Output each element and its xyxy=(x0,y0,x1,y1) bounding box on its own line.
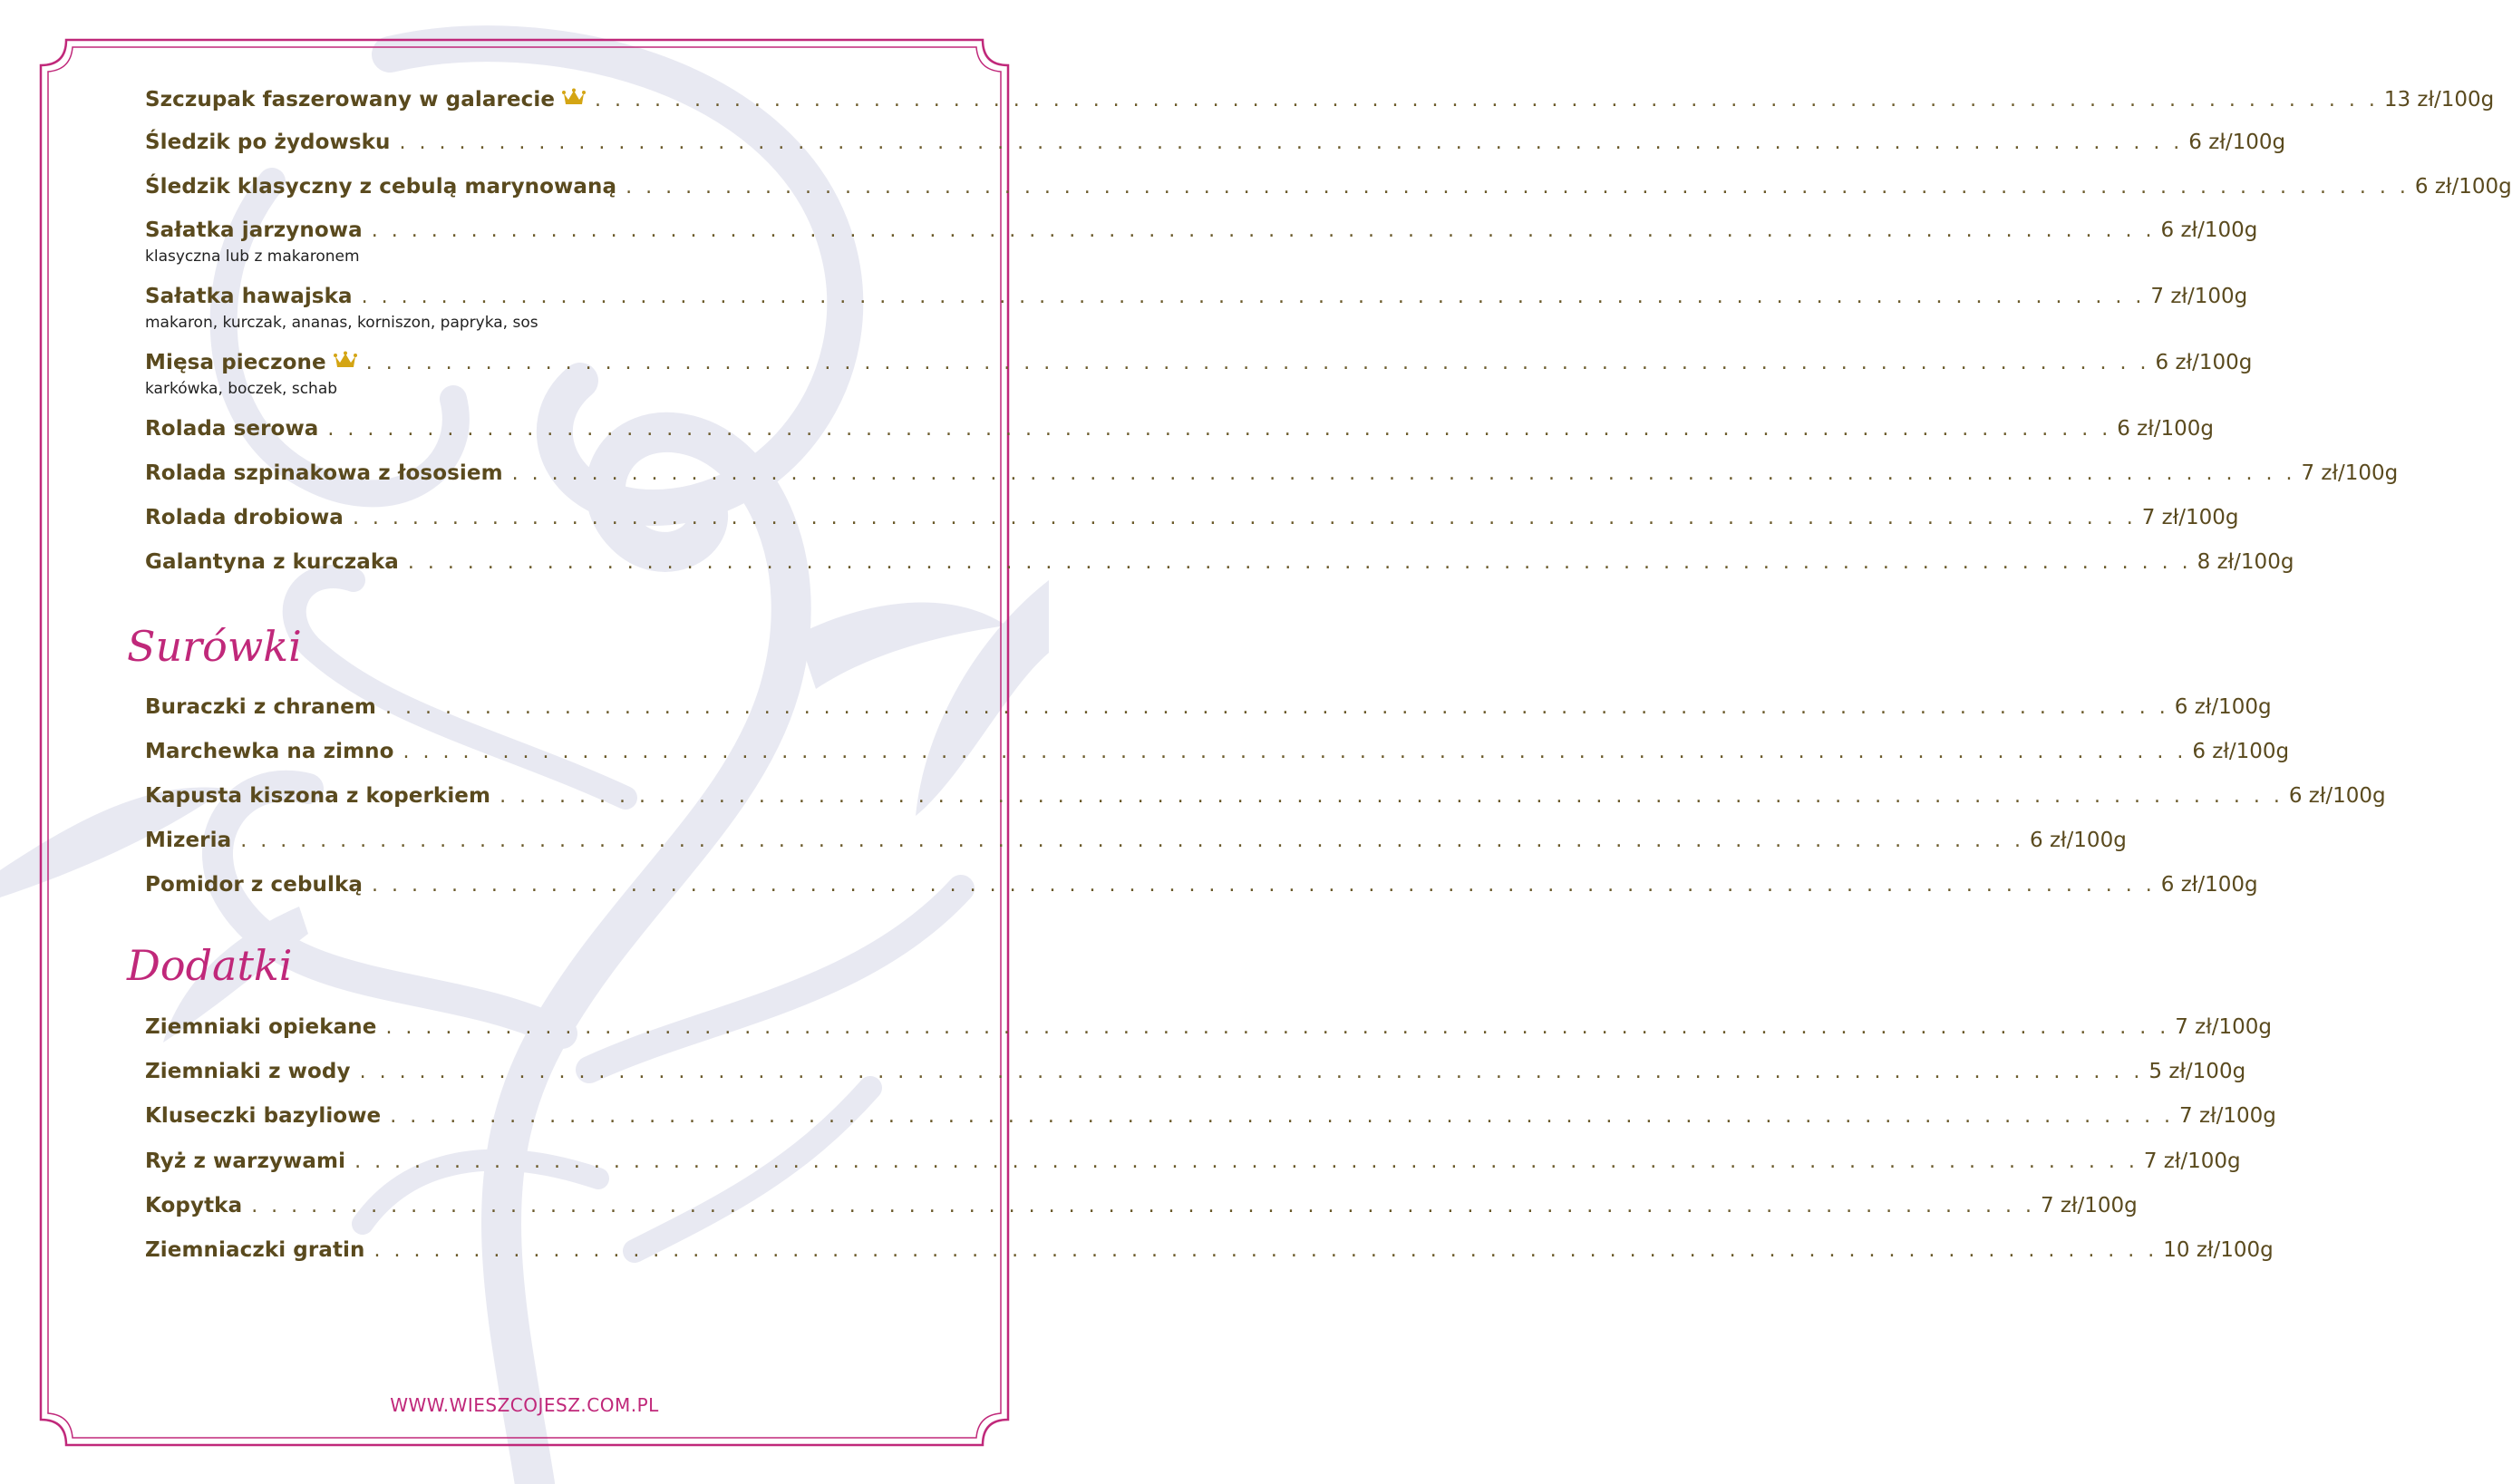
menu-item xyxy=(145,88,2495,119)
menu-item xyxy=(145,218,2258,266)
menu-item-name: Ziemniaki opiekane xyxy=(145,1015,377,1039)
menu-item xyxy=(145,285,2248,332)
dot-leader: . . . . . . . . . . . . . . . . . . . . . . . . . . . . . . . . . . . . . . . . . . . . . . . . . . . . . . . . . . . . . . . . . . . . . . . . . . . . . . . . . . . . . . . . . . xyxy=(372,874,2156,897)
menu-item-line xyxy=(145,351,2253,382)
menu-item-name: Marchewka na zimno xyxy=(145,740,394,763)
menu-item-price: 8 zł/100g xyxy=(2197,550,2294,574)
website-link[interactable]: WWW.WIESZCOJESZ.COM.PL xyxy=(390,1394,659,1416)
menu-item-name: Ryż z warzywami xyxy=(145,1149,346,1173)
menu-item-line xyxy=(145,461,2399,492)
menu-item-price: 6 zł/100g xyxy=(2160,218,2258,242)
dot-leader: . . . . . . . . . . . . . . . . . . . . . . . . . . . . . . . . . . . . . . . . . . . . . . . . . . . . . . . . . . . . . . . . . . . . . . . . . . . . . . . . . . . . . . . . . . xyxy=(407,551,2192,574)
dot-leader: . . . . . . . . . . . . . . . . . . . . . . . . . . . . . . . . . . . . . . . . . . . . . . . . . . . . . . . . . . . . . . . . . . . . . . . . . . . . . . . . . . . . . . . . . . xyxy=(385,1016,2170,1039)
menu-item-line xyxy=(145,829,2127,859)
menu-item-line xyxy=(145,285,2248,315)
menu-item-price: 5 zł/100g xyxy=(2148,1060,2246,1083)
menu-item-name: Mięsa pieczone xyxy=(145,351,326,374)
menu-item-price: 6 zł/100g xyxy=(2155,351,2253,374)
dot-leader: . . . . . . . . . . . . . . . . . . . . . . . . . . . . . . . . . . . . . . . . . . . . . . . . . . . . . . . . . . . . . . . . . . . . . . . . . . . . . . . . . . . . . . . . . . xyxy=(240,829,2024,852)
dot-leader: . . . . . . . . . . . . . . . . . . . . . . . . . . . . . . . . . . . . . . . . . . . . . . . . . . . . . . . . . . . . . . . . . . . . . . . . . . . . . . . . . . . . . . . . . . xyxy=(251,1195,2035,1217)
menu-item-price: 6 zł/100g xyxy=(2174,695,2272,719)
menu-item-line xyxy=(145,506,2239,537)
menu-item-line xyxy=(145,1104,2276,1135)
menu-item xyxy=(145,351,2253,398)
menu-item-line xyxy=(145,1149,2241,1180)
menu-item-price: 6 zł/100g xyxy=(2192,740,2290,763)
menu-item-line xyxy=(145,1238,2274,1269)
menu-item-name: Pomidor z cebulką xyxy=(145,873,363,897)
menu-item-name: Rolada szpinakowa z łososiem xyxy=(145,461,503,485)
menu-item-line xyxy=(145,550,2294,581)
menu-item-price: 7 zł/100g xyxy=(2179,1104,2276,1128)
menu-item-line xyxy=(145,175,2512,206)
menu-item-name: Sałatka jarzynowa xyxy=(145,218,363,242)
dot-leader: . . . . . . . . . . . . . . . . . . . . . . . . . . . . . . . . . . . . . . . . . . . . . . . . . . . . . . . . . . . . . . . . . . . . . . . . . . . . . . . . . . . . . . . . . . xyxy=(403,741,2187,763)
menu-item-price: 6 zł/100g xyxy=(2160,873,2258,897)
menu-item-line xyxy=(145,784,2386,815)
menu-item-name: Kopytka xyxy=(145,1194,243,1217)
menu-item xyxy=(145,740,2290,771)
crown-icon xyxy=(334,351,357,369)
menu-item-line xyxy=(145,740,2290,771)
menu-item xyxy=(145,1060,2246,1091)
dot-leader: . . . . . . . . . . . . . . . . . . . . . . . . . . . . . . . . . . . . . . . . . . . . . . . . . . . . . . . . . . . . . . . . . . . . . . . . . . . . . . . . . . . . . . . . . . xyxy=(511,462,2296,485)
menu-item-name: Kapusta kiszona z koperkiem xyxy=(145,784,491,808)
menu-item xyxy=(145,131,2286,161)
menu-item-name: Śledzik klasyczny z cebulą marynowaną xyxy=(145,175,617,199)
menu-item-name: Ziemniaki z wody xyxy=(145,1060,351,1083)
menu-item-price: 6 zł/100g xyxy=(2030,829,2127,852)
section-title-surowki: Surówki xyxy=(127,622,302,671)
menu-item-line xyxy=(145,417,2215,448)
dot-leader: . . . . . . . . . . . . . . . . . . . . . . . . . . . . . . . . . . . . . . . . . . . . . . . . . . . . . . . . . . . . . . . . . . . . . . . . . . . . . . . . . . . . . . . . . . xyxy=(499,785,2284,808)
menu-item xyxy=(145,1238,2274,1269)
menu-item-line xyxy=(145,1194,2138,1225)
menu-item-price: 6 zł/100g xyxy=(2117,417,2215,441)
menu-item xyxy=(145,1194,2138,1225)
menu-item xyxy=(145,873,2258,904)
section-title-dodatki: Dodatki xyxy=(127,941,293,990)
menu-item-description: klasyczna lub z makaronem xyxy=(145,247,360,266)
menu-item-price: 13 zł/100g xyxy=(2383,88,2495,112)
menu-item-description: makaron, kurczak, ananas, korniszon, papryka, sos xyxy=(145,314,538,332)
dot-leader: . . . . . . . . . . . . . . . . . . . . . . . . . . . . . . . . . . . . . . . . . . . . . . . . . . . . . . . . . . . . . . . . . . . . . . . . . . . . . . . . . . . . . . . . . . xyxy=(371,219,2156,242)
menu-item xyxy=(145,1015,2273,1046)
dot-leader: . . . . . . . . . . . . . . . . . . . . . . . . . . . . . . . . . . . . . . . . . . . . . . . . . . . . . . . . . . . . . . . . . . . . . . . . . . . . . . . . . . . . . . . . . . xyxy=(327,418,2112,441)
menu-item xyxy=(145,784,2386,815)
menu-item-price: 7 zł/100g xyxy=(2143,1149,2241,1173)
dot-leader: . . . . . . . . . . . . . . . . . . . . . . . . . . . . . . . . . . . . . . . . . . . . . . . . . . . . . . . . . . . . . . . . . . . . . . . . . . . . . . . . . . . . . . . . . . xyxy=(373,1239,2158,1262)
menu-item xyxy=(145,506,2239,537)
dot-leader: . . . . . . . . . . . . . . . . . . . . . . . . . . . . . . . . . . . . . . . . . . . . . . . . . . . . . . . . . . . . . . . . . . . . . . . . . . . . . . . . . . . . . . . . . . xyxy=(390,1105,2175,1128)
menu-item-price: 7 zł/100g xyxy=(2141,506,2239,529)
menu-item-price: 7 zł/100g xyxy=(2040,1194,2138,1217)
menu-item-line xyxy=(145,218,2258,249)
menu-item-name: Buraczki z chranem xyxy=(145,695,376,719)
menu-item-line xyxy=(145,695,2272,726)
menu-item xyxy=(145,417,2215,448)
menu-item xyxy=(145,550,2294,581)
menu-item-price: 6 zł/100g xyxy=(2288,784,2386,808)
dot-leader: . . . . . . . . . . . . . . . . . . . . . . . . . . . . . . . . . . . . . . . . . . . . . . . . . . . . . . . . . . . . . . . . . . . . . . . . . . . . . . . . . . . . . . . . . . xyxy=(399,131,2184,154)
dot-leader: . . . . . . . . . . . . . . . . . . . . . . . . . . . . . . . . . . . . . . . . . . . . . . . . . . . . . . . . . . . . . . . . . . . . . . . . . . . . . . . . . . . . . . . . . . xyxy=(361,286,2146,308)
dot-leader: . . . . . . . . . . . . . . . . . . . . . . . . . . . . . . . . . . . . . . . . . . . . . . . . . . . . . . . . . . . . . . . . . . . . . . . . . . . . . . . . . . . . . . . . . . xyxy=(365,352,2150,374)
menu-item xyxy=(145,1104,2276,1135)
menu-item xyxy=(145,1149,2241,1180)
menu-item-name: Galantyna z kurczaka xyxy=(145,550,399,574)
menu-item-name: Śledzik po żydowsku xyxy=(145,131,391,154)
menu-item xyxy=(145,829,2127,859)
menu-item-line xyxy=(145,1060,2246,1091)
dot-leader: . . . . . . . . . . . . . . . . . . . . . . . . . . . . . . . . . . . . . . . . . . . . . . . . . . . . . . . . . . . . . . . . . . . . . . . . . . . . . . . . . . . . . . . . . . xyxy=(626,176,2410,199)
menu-item-name: Kluseczki bazyliowe xyxy=(145,1104,382,1128)
menu-item-line xyxy=(145,88,2495,119)
menu-item-price: 6 zł/100g xyxy=(2414,175,2512,199)
menu-item-name: Rolada serowa xyxy=(145,417,319,441)
menu-item-price: 7 zł/100g xyxy=(2175,1015,2273,1039)
menu-item-line xyxy=(145,873,2258,904)
menu-item-price: 7 zł/100g xyxy=(2301,461,2399,485)
dot-leader: . . . . . . . . . . . . . . . . . . . . . . . . . . . . . . . . . . . . . . . . . . . . . . . . . . . . . . . . . . . . . . . . . . . . . . . . . . . . . . . . . . . . . . . . . . xyxy=(352,507,2137,529)
dot-leader: . . . . . . . . . . . . . . . . . . . . . . . . . . . . . . . . . . . . . . . . . . . . . . . . . . . . . . . . . . . . . . . . . . . . . . . . . . . . . . . . . . . . . . . . . . xyxy=(354,1150,2139,1173)
dot-leader: . . . . . . . . . . . . . . . . . . . . . . . . . . . . . . . . . . . . . . . . . . . . . . . . . . . . . . . . . . . . . . . . . . . . . . . . . . . . . . . . . . . . . . . . . . xyxy=(384,696,2169,719)
dot-leader: . . . . . . . . . . . . . . . . . . . . . . . . . . . . . . . . . . . . . . . . . . . . . . . . . . . . . . . . . . . . . . . . . . . . . . . . . . . . . . . . . . . . . . . . . . xyxy=(595,89,2379,112)
menu-item-name: Szczupak faszerowany w galarecie xyxy=(145,88,556,112)
menu-item xyxy=(145,461,2399,492)
menu-item-price: 10 zł/100g xyxy=(2163,1238,2274,1262)
menu-item-name: Rolada drobiowa xyxy=(145,506,344,529)
menu-item-price: 6 zł/100g xyxy=(2188,131,2286,154)
menu-item-name: Sałatka hawajska xyxy=(145,285,353,308)
menu-item xyxy=(145,175,2512,206)
menu-item-line xyxy=(145,1015,2273,1046)
dot-leader: . . . . . . . . . . . . . . . . . . . . . . . . . . . . . . . . . . . . . . . . . . . . . . . . . . . . . . . . . . . . . . . . . . . . . . . . . . . . . . . . . . . . . . . . . . xyxy=(359,1061,2144,1083)
menu-item-line xyxy=(145,131,2286,161)
menu-item-description: karkówka, boczek, schab xyxy=(145,380,338,398)
menu-item-name: Mizeria xyxy=(145,829,232,852)
menu-item xyxy=(145,695,2272,726)
crown-icon xyxy=(562,88,586,106)
menu-item-price: 7 zł/100g xyxy=(2150,285,2248,308)
menu-item-name: Ziemniaczki gratin xyxy=(145,1238,365,1262)
